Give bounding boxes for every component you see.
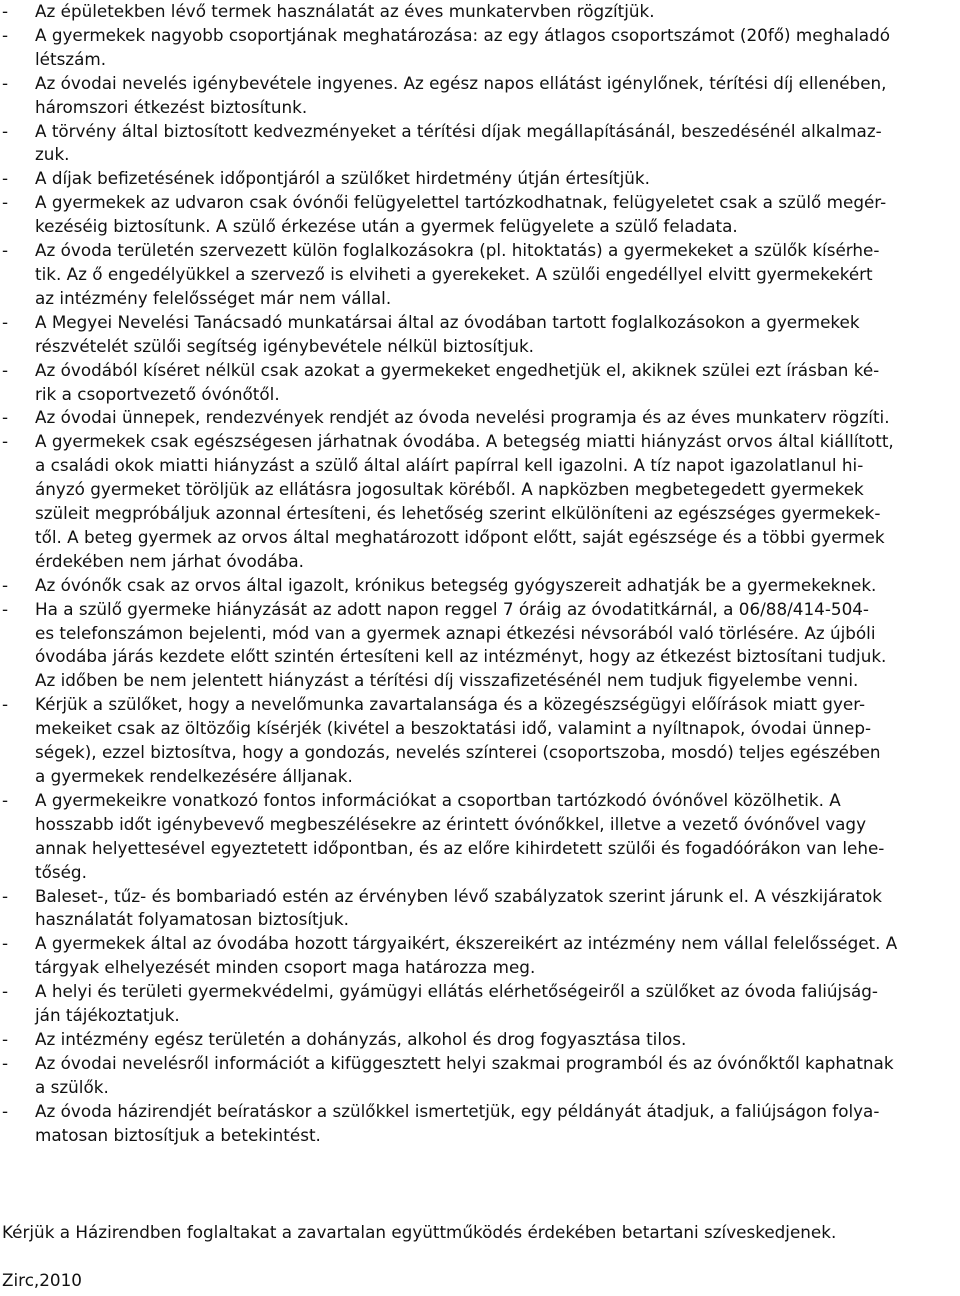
rule-text-line: a családi okok miatti hiányzást a szülő által aláírt papírral kell igazolni. A tíz napot igazolatlanul hi- — [35, 455, 864, 476]
rule-text-line: Kérjük a szülőket, hogy a nevelőmunka zavartalansága és a közegészségügyi előírások miatt gyer- — [35, 694, 866, 715]
rule-item — [0, 359, 960, 407]
rule-text-line: óvodába járás kezdete előtt szintén értesíteni kell az intézményt, hogy az étkezést biztosítani tudjuk. — [35, 646, 887, 667]
rule-text-line: Az óvodai nevelés igénybevétele ingyenes. Az egész napos ellátást igénylőnek, térítési díj ellenében, — [35, 72, 887, 93]
bullet-dash: - — [2, 598, 9, 619]
rule-item — [0, 311, 960, 359]
bullet-dash: - — [2, 359, 9, 380]
rule-text-line: rik a csoportvezető óvónőtől. — [35, 383, 280, 404]
bullet-dash: - — [2, 933, 9, 954]
rule-item — [0, 120, 960, 168]
bullet-dash: - — [2, 24, 9, 45]
rule-item — [0, 1100, 960, 1148]
bullet-dash: - — [2, 981, 9, 1002]
rule-text-line: részvételét szülői segítség igénybevétele nélkül biztosítjuk. — [35, 335, 535, 356]
rule-text-line: hosszabb időt igénybevevő megbeszélésekre az érintett óvónőkkel, illetve a vezető óvónővel vagy — [35, 813, 867, 834]
rule-text-line: A helyi és területi gyermekvédelmi, gyámügyi ellátás elérhetőségeiről a szülőket az óvoda faliújság- — [35, 981, 878, 1002]
rule-text-line: ányzó gyermeket töröljük az ellátásra jogosultak köréből. A napközben megbetegedett gyermekek — [35, 479, 864, 500]
rule-text-line: A díjak befizetésének időpontjáról a szülőket hirdetmény útján értesítjük. — [35, 168, 650, 189]
rule-item — [0, 932, 960, 980]
rule-text-line: Az óvodai nevelésről információt a kifüggesztett helyi szakmai programból és az óvónőktől kaphatnak — [35, 1052, 894, 1073]
bullet-dash: - — [2, 120, 9, 141]
rule-text-line: Ha a szülő gyermeke hiányzását az adott napon reggel 7 óráig az óvodatitkárnál, a 06/88/414-504- — [35, 598, 869, 619]
rule-text-line: Az intézmény egész területén a dohányzás, alkohol és drog fogyasztása tilos. — [35, 1028, 687, 1049]
rule-item — [0, 980, 960, 1028]
rule-item — [0, 1028, 960, 1052]
rule-item — [0, 598, 960, 694]
rule-text-line: zuk. — [35, 144, 70, 165]
rule-text-line: Baleset-, tűz- és bombariadó estén az érvényben lévő szabályzatok szerint járunk el. A vészkijáratok — [35, 885, 883, 906]
rule-item — [0, 789, 960, 885]
bullet-dash: - — [2, 1028, 9, 1049]
rule-text-line: A gyermekek által az óvodába hozott tárgyaikért, ékszereikért az intézmény nem vállal felelősséget. A — [35, 933, 898, 954]
rule-item — [0, 574, 960, 598]
rule-text-line: től. A beteg gyermek az orvos által meghatározott időpont előtt, saját egészsége és a többi gyermek — [35, 526, 885, 547]
bullet-dash: - — [2, 574, 9, 595]
bullet-dash: - — [2, 694, 9, 715]
bullet-dash: - — [2, 72, 9, 93]
rule-text-line: háromszori étkezést biztosítunk. — [35, 96, 308, 117]
rule-text-line: ján tájékoztatjuk. — [35, 1005, 180, 1026]
rule-item — [0, 1052, 960, 1100]
rule-item — [0, 24, 960, 72]
rule-text-line: A gyermekek csak egészségesen járhatnak óvodába. A betegség miatti hiányzást orvos által kiállított, — [35, 431, 894, 452]
bullet-dash: - — [2, 1100, 9, 1121]
rule-text-line: kezéséig biztosítunk. A szülő érkezése után a gyermek felügyelete a szülő feladata. — [35, 216, 738, 237]
rule-text-line: Az óvodából kíséret nélkül csak azokat a gyermekeket engedhetjük el, akiknek szülei ezt írásban ké- — [35, 359, 880, 380]
bullet-dash: - — [2, 1052, 9, 1073]
rule-text-line: a gyermekek rendelkezésére álljanak. — [35, 766, 353, 786]
bullet-dash: - — [2, 192, 9, 213]
rule-item — [0, 239, 960, 311]
rule-text-line: ségek), ezzel biztosítva, hogy a gondozás, nevelés színterei (csoportszoba, mosdó) teljes egészében — [35, 742, 881, 763]
bullet-dash: - — [2, 407, 9, 428]
rule-text-line: tárgyak elhelyezését minden csoport maga határozza meg. — [35, 957, 536, 978]
rule-text-line: Az óvónők csak az orvos által igazolt, krónikus betegség gyógyszereit adhatják be a gyermekeknek. — [35, 574, 877, 595]
closing-request: Kérjük a Házirendben foglaltakat a zavartalan együttműködés érdekében betartani szíveskedjenek. — [2, 1222, 837, 1242]
rule-text-line: Az időben be nem jelentett hiányzást a térítési díj visszafizetésénél nem tudjuk figyelembe venni. — [35, 670, 859, 691]
rule-text-line: A gyermekek nagyobb csoportjának meghatározása: az egy átlagos csoportszámot (20fő) meghaladó — [35, 24, 890, 45]
rule-text-line: A törvény által biztosított kedvezményeket a térítési díjak megállapításánál, beszedésénél alkalmaz- — [35, 120, 882, 141]
rule-text-line: Az óvoda házirendjét beíratáskor a szülőkkel ismertetjük, egy példányát átadjuk, a faliújságon folya- — [35, 1100, 880, 1121]
rule-text-line: használatát folyamatosan biztosítjuk. — [35, 909, 349, 930]
rule-text-line: mekeiket csak az öltözőig kísérjék (kivétel a beszoktatási idő, valamint a nyíltnapok, óvodai ünnep- — [35, 718, 872, 739]
rule-item — [0, 0, 960, 24]
rule-item — [0, 885, 960, 933]
bullet-dash: - — [2, 789, 9, 810]
bullet-dash: - — [2, 311, 9, 332]
rule-text-line: szüleit megpróbáljuk azonnal értesíteni, és lehetőség szerint elkülöníteni az egészséges gyermekek- — [35, 503, 881, 524]
rule-text-line: az intézmény felelősséget már nem vállal. — [35, 287, 392, 308]
rule-item — [0, 72, 960, 120]
rule-item — [0, 430, 960, 573]
bullet-dash: - — [2, 431, 9, 452]
rule-text-line: tőség. — [35, 861, 87, 882]
rule-item — [0, 693, 960, 789]
rule-text-line: Az óvoda területén szervezett külön foglalkozásokra (pl. hitoktatás) a gyermekeket a szülők kísérhe- — [35, 240, 880, 261]
rule-text-line: A Megyei Nevelési Tanácsadó munkatársai által az óvodában tartott foglalkozásokon a gyermekek — [35, 311, 860, 332]
rule-item — [0, 191, 960, 239]
place-and-date: Zirc,2010 — [2, 1270, 82, 1290]
rule-text-line: érdekében nem járhat óvodába. — [35, 550, 304, 571]
rule-text-line: A gyermekek az udvaron csak óvónői felügyelettel tartózkodhatnak, felügyeletet csak a szülő megér- — [35, 192, 887, 213]
rule-text-line: létszám. — [35, 48, 107, 69]
bullet-dash: - — [2, 1, 9, 21]
rule-text-line: Az épületekben lévő termek használatát az éves munkatervben rögzítjük. — [35, 1, 655, 21]
rule-item — [0, 167, 960, 191]
rule-item — [0, 406, 960, 430]
rule-text-line: tik. Az ő engedélyükkel a szervező is elviheti a gyerekeket. A szülői engedéllyel elvitt gyermekekért — [35, 263, 873, 284]
rule-text-line: Az óvodai ünnepek, rendezvények rendjét az óvoda nevelési programja és az éves munkaterv rögzíti. — [35, 407, 890, 428]
rule-text-line: es telefonszámon bejelenti, mód van a gyermek aznapi étkezési névsorából való törlésére. Az újbóli — [35, 622, 876, 643]
rule-text-line: annak helyettesével egyeztetett időpontban, és az előre kihirdetett szülői és fogadóórákon van lehe- — [35, 837, 885, 858]
rule-text-line: A gyermekeikre vonatkozó fontos információkat a csoportban tartózkodó óvónővel közölhetik. A — [35, 789, 841, 810]
bullet-dash: - — [2, 240, 9, 261]
bullet-dash: - — [2, 885, 9, 906]
rule-text-line: a szülők. — [35, 1076, 109, 1097]
bullet-dash: - — [2, 168, 9, 189]
rule-text-line: matosan biztosítjuk a betekintést. — [35, 1124, 321, 1145]
